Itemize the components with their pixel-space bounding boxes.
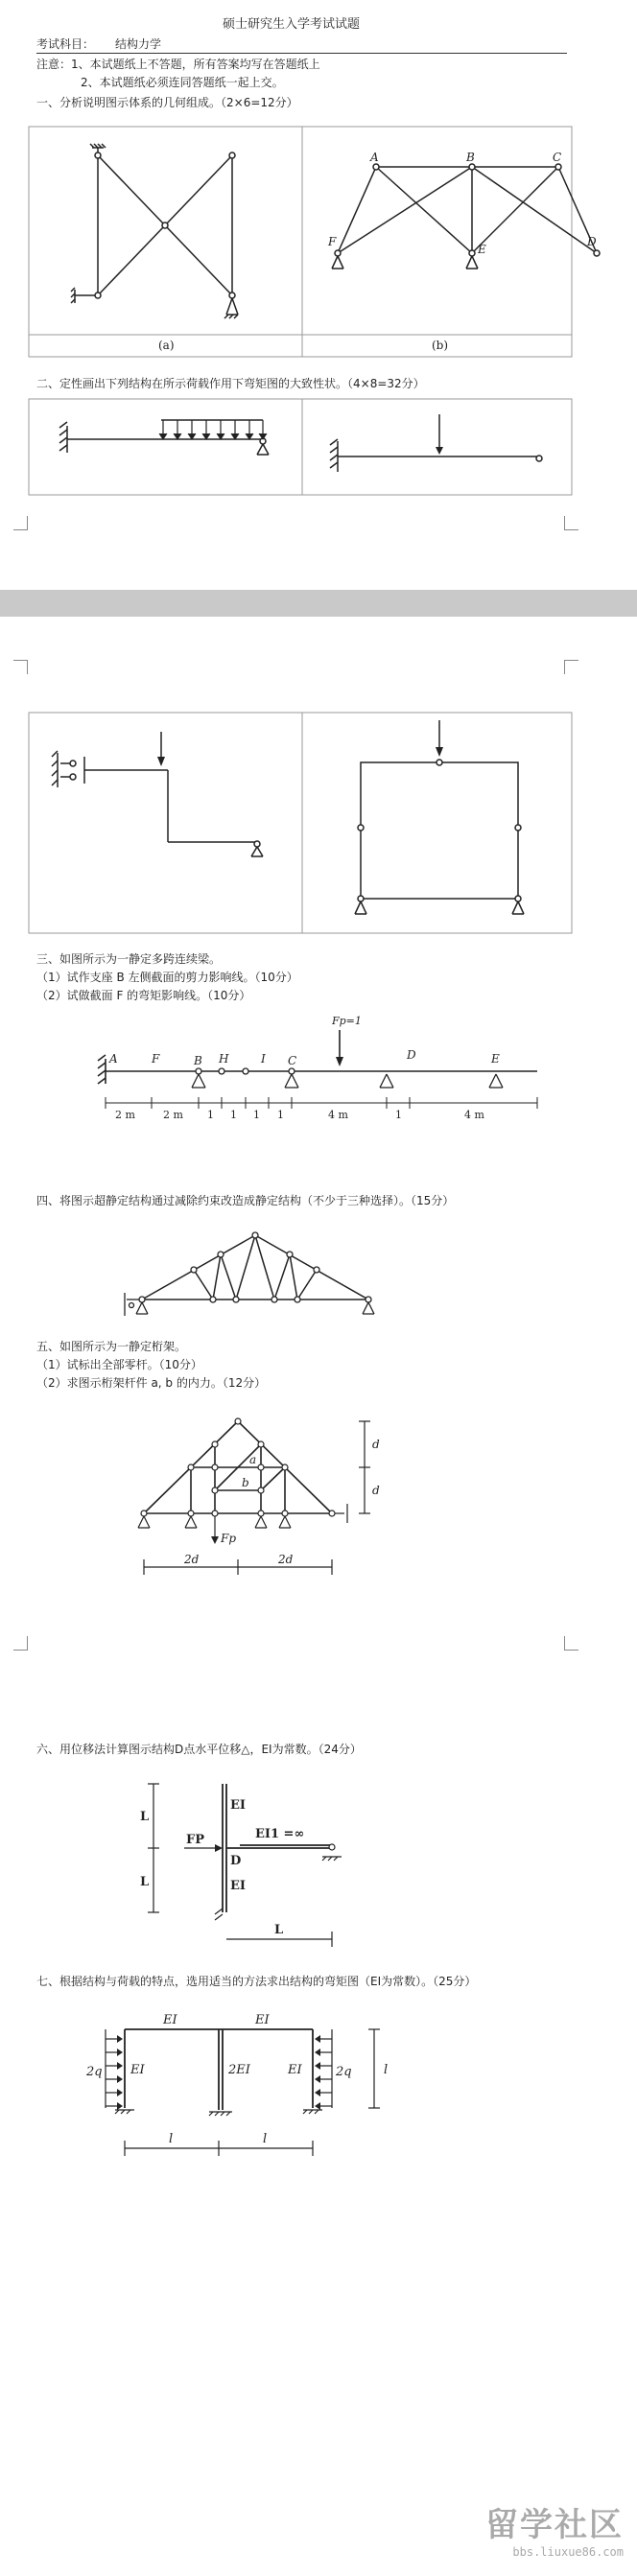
q5-truss-figure bbox=[115, 1402, 422, 1594]
q6-len-bottom: L bbox=[140, 1875, 150, 1889]
crop-mark bbox=[13, 516, 28, 530]
q6-ei-bottom: EI bbox=[230, 1879, 246, 1893]
q7-ei-col-right: EI bbox=[288, 2063, 302, 2077]
page-separator bbox=[0, 590, 637, 617]
q6-frame-figure bbox=[134, 1770, 365, 1962]
note-1: 注意：1、本试题纸上不答题，所有答案均写在答题纸上 bbox=[36, 58, 320, 71]
q5-dim-2: 2d bbox=[278, 1553, 294, 1566]
q3-label-b: B bbox=[194, 1054, 202, 1067]
q7-ei-col-left: EI bbox=[130, 2063, 145, 2077]
watermark-url: bbs.liuxue86.com bbox=[512, 2545, 624, 2559]
note-2: 2、本试题纸必须连同答题纸一起上交。 bbox=[81, 76, 284, 89]
q7-ei-beam-left: EI bbox=[163, 2013, 177, 2027]
q3-label-a: A bbox=[109, 1052, 118, 1066]
q3-dim-2: 2 m bbox=[163, 1109, 183, 1121]
q5-part-1: （1）试标出全部零杆。（10分） bbox=[36, 1358, 202, 1371]
q3-label-f: F bbox=[152, 1052, 160, 1066]
q3-label-h: H bbox=[219, 1052, 229, 1066]
fig-a-frame bbox=[71, 144, 238, 318]
crop-mark bbox=[564, 516, 578, 530]
q6-ei-beam: EI1 =∞ bbox=[255, 1827, 305, 1841]
crop-mark bbox=[564, 660, 578, 674]
q6-len-beam: L bbox=[274, 1923, 284, 1937]
q7-height: l bbox=[384, 2063, 389, 2077]
q1-text: 一、分析说明图示体系的几何组成。（2×6=12分） bbox=[36, 96, 298, 109]
q3-dim-3: 1 bbox=[207, 1109, 214, 1121]
q2-text: 二、定性画出下列结构在所示荷载作用下弯矩图的大致性状。（4×8=32分） bbox=[36, 377, 425, 390]
q5-text: 五、如图所示为一静定桁架。 bbox=[36, 1340, 187, 1353]
q7-span-right: l bbox=[263, 2132, 268, 2146]
q3-dim-1: 2 m bbox=[115, 1109, 135, 1121]
q2-figures-page1 bbox=[29, 399, 572, 495]
q6-ei-top: EI bbox=[230, 1798, 246, 1813]
q3-label-d: D bbox=[407, 1048, 416, 1062]
q5-dim-4: d bbox=[372, 1484, 380, 1497]
crop-mark bbox=[13, 660, 28, 674]
q6-text: 六、用位移法计算图示结构D点水平位移△，EI为常数。（24分） bbox=[36, 1743, 362, 1756]
q6-node-d: D bbox=[230, 1854, 242, 1868]
header-rule bbox=[36, 53, 567, 54]
q3-dim-8: 1 bbox=[395, 1109, 402, 1121]
q3-part-2: （2）试做截面 F 的弯矩影响线。（10分） bbox=[36, 989, 251, 1002]
fig-b-label-b: B bbox=[466, 151, 475, 164]
q3-label-i: I bbox=[261, 1052, 266, 1066]
q7-load-right: 2q bbox=[336, 2065, 352, 2079]
q5-dim-1: 2d bbox=[184, 1553, 200, 1566]
q2-figures-page2 bbox=[29, 713, 572, 933]
q3-beam-figure bbox=[86, 1009, 547, 1134]
q7-ei-col-mid: 2EI bbox=[228, 2063, 250, 2077]
q7-text: 七、根据结构与荷载的特点，选用适当的方法求出结构的弯矩图（EI为常数）。（25分） bbox=[36, 1975, 477, 1988]
q3-dim-7: 4 m bbox=[328, 1109, 348, 1121]
crop-mark bbox=[564, 1636, 578, 1651]
q7-load-left: 2q bbox=[86, 2065, 103, 2079]
q7-frame-figure bbox=[86, 2004, 413, 2167]
crop-mark bbox=[13, 1636, 28, 1651]
fig-b-label-a: A bbox=[370, 151, 379, 164]
fig-a-caption: (a) bbox=[158, 339, 175, 352]
q3-dim-6: 1 bbox=[277, 1109, 284, 1121]
q5-part-2: （2）求图示桁架杆件 a, b 的内力。（12分） bbox=[36, 1376, 267, 1390]
q3-dim-4: 1 bbox=[230, 1109, 237, 1121]
q5-load-label: Fp bbox=[221, 1532, 237, 1545]
q3-label-c: C bbox=[288, 1054, 297, 1067]
fig-b-caption: (b) bbox=[432, 339, 449, 352]
fig-b-label-d: D bbox=[587, 235, 597, 248]
subject-value: 结构力学 bbox=[115, 37, 162, 51]
q3-part-1: （1）试作支座 B 左侧截面的剪力影响线。（10分） bbox=[36, 971, 298, 984]
q5-bar-b: b bbox=[242, 1476, 249, 1489]
q3-label-e: E bbox=[491, 1052, 500, 1066]
q6-load-label: FP bbox=[186, 1833, 205, 1847]
q3-text: 三、如图所示为一静定多跨连续梁。 bbox=[36, 952, 222, 966]
q3-dim-9: 4 m bbox=[464, 1109, 484, 1121]
exam-title: 硕士研究生入学考试试题 bbox=[223, 17, 361, 32]
q4-text: 四、将图示超静定结构通过减除约束改造成静定结构（不少于三种选择）。（15分） bbox=[36, 1194, 455, 1207]
watermark-logo-text: 留学社区 bbox=[485, 2506, 624, 2544]
q3-dim-5: 1 bbox=[253, 1109, 260, 1121]
fig-b-label-f: F bbox=[328, 235, 337, 248]
q6-len-top: L bbox=[140, 1810, 150, 1824]
site-watermark bbox=[485, 2498, 624, 2559]
q1-figure bbox=[29, 127, 597, 357]
q7-ei-beam-right: EI bbox=[255, 2013, 270, 2027]
q4-truss-figure bbox=[106, 1218, 432, 1323]
q5-dim-3: d bbox=[372, 1438, 380, 1451]
q7-span-left: l bbox=[169, 2132, 174, 2146]
fig-b-label-c: C bbox=[553, 151, 562, 164]
fig-b-frame bbox=[332, 164, 600, 269]
q3-load-label: Fp=1 bbox=[332, 1015, 362, 1027]
fig-b-label-e: E bbox=[478, 243, 486, 256]
q5-bar-a: a bbox=[249, 1453, 257, 1466]
subject-label: 考试科目： bbox=[36, 37, 95, 51]
